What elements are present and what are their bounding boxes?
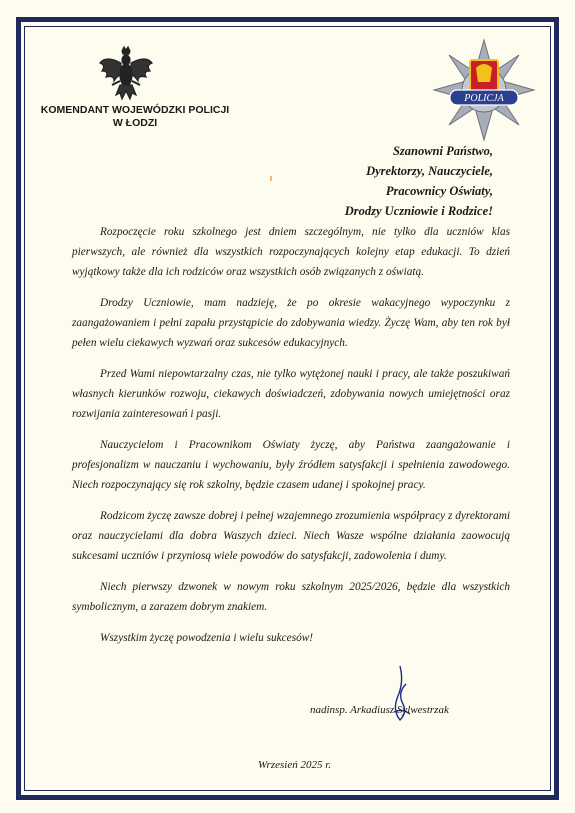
salutation-line: Drodzy Uczniowie i Rodzice! [344, 204, 493, 218]
letter-body [72, 222, 510, 659]
police-star-badge-icon [432, 38, 536, 142]
body-paragraph: Wszystkim życzę powodzenia i wielu sukcesów! [100, 632, 314, 644]
signatory-name: nadinsp. Arkadiusz Sylwestrzak [310, 704, 449, 716]
decorative-mark [270, 176, 272, 181]
handwritten-signature-icon [380, 662, 420, 732]
organization-name: KOMENDANT WOJEWÓDZKI POLICJI [40, 104, 230, 116]
salutation-block [345, 141, 493, 221]
polish-eagle-emblem-icon [96, 45, 156, 103]
salutation-line: Szanowni Państwo, [392, 144, 493, 158]
body-paragraph: Drodzy Uczniowie, mam nadzieję, że po okresie wakacyjnego wypoczynku z zaangażowaniem i pełni zapału przystąpicie do zdobywania wiedzy. Życzę Wam, aby ten rok był pełen wielu ciekawych wyzwań oraz sukcesów edukacyjnych. [72, 297, 510, 349]
organization-city: W ŁODZI [112, 117, 158, 129]
body-paragraph: Rodzicom życzę zawsze dobrej i pełnej wzajemnego zrozumienia współpracy z dyrektorami oraz nauczycielami dla dobra Waszych dzieci. Niech Wasze wspólne działania zaowocują sukcesami uczniów i przyniosą wiele powodów do satysfakcji, zadowolenia i dumy. [72, 510, 510, 562]
body-paragraph: Niech pierwszy dzwonek w nowym roku szkolnym 2025/2026, będzie dla wszystkich symbolicznym, a zarazem dobrym znakiem. [72, 581, 510, 613]
body-paragraph: Nauczycielom i Pracownikom Oświaty życzę, aby Państwa zaangażowanie i profesjonalizm w nauczaniu i wychowaniu, były źródłem satysfakcji i spełnienia zawodowego. Niech rozpoczynający się rok szkolny, będzie czasem udanej i spokojnej pracy. [72, 439, 510, 491]
salutation-line: Dyrektorzy, Nauczyciele, [366, 164, 493, 178]
letter-date: Wrzesień 2025 r. [258, 759, 332, 771]
salutation-line: Pracownicy Oświaty, [385, 184, 493, 198]
body-paragraph: Rozpoczęcie roku szkolnego jest dniem szczególnym, nie tylko dla uczniów klas pierwszych, ale również dla wszystkich rozpoczynających kolejny etap edukacji. To dzień wyjątkowy także dla ich rodziców oraz wszystkich osób związanych z oświatą. [72, 226, 510, 278]
badge-label: POLICJA [464, 93, 504, 104]
body-paragraph: Przed Wami niepowtarzalny czas, nie tylko wytężonej nauki i pracy, ale także poszukiwań własnych kierunków rozwoju, ciekawych doświadczeń, zdobywania nowych umiejętności oraz rozwijania zainteresowań i pasji. [72, 368, 510, 420]
organization-header [40, 104, 230, 130]
